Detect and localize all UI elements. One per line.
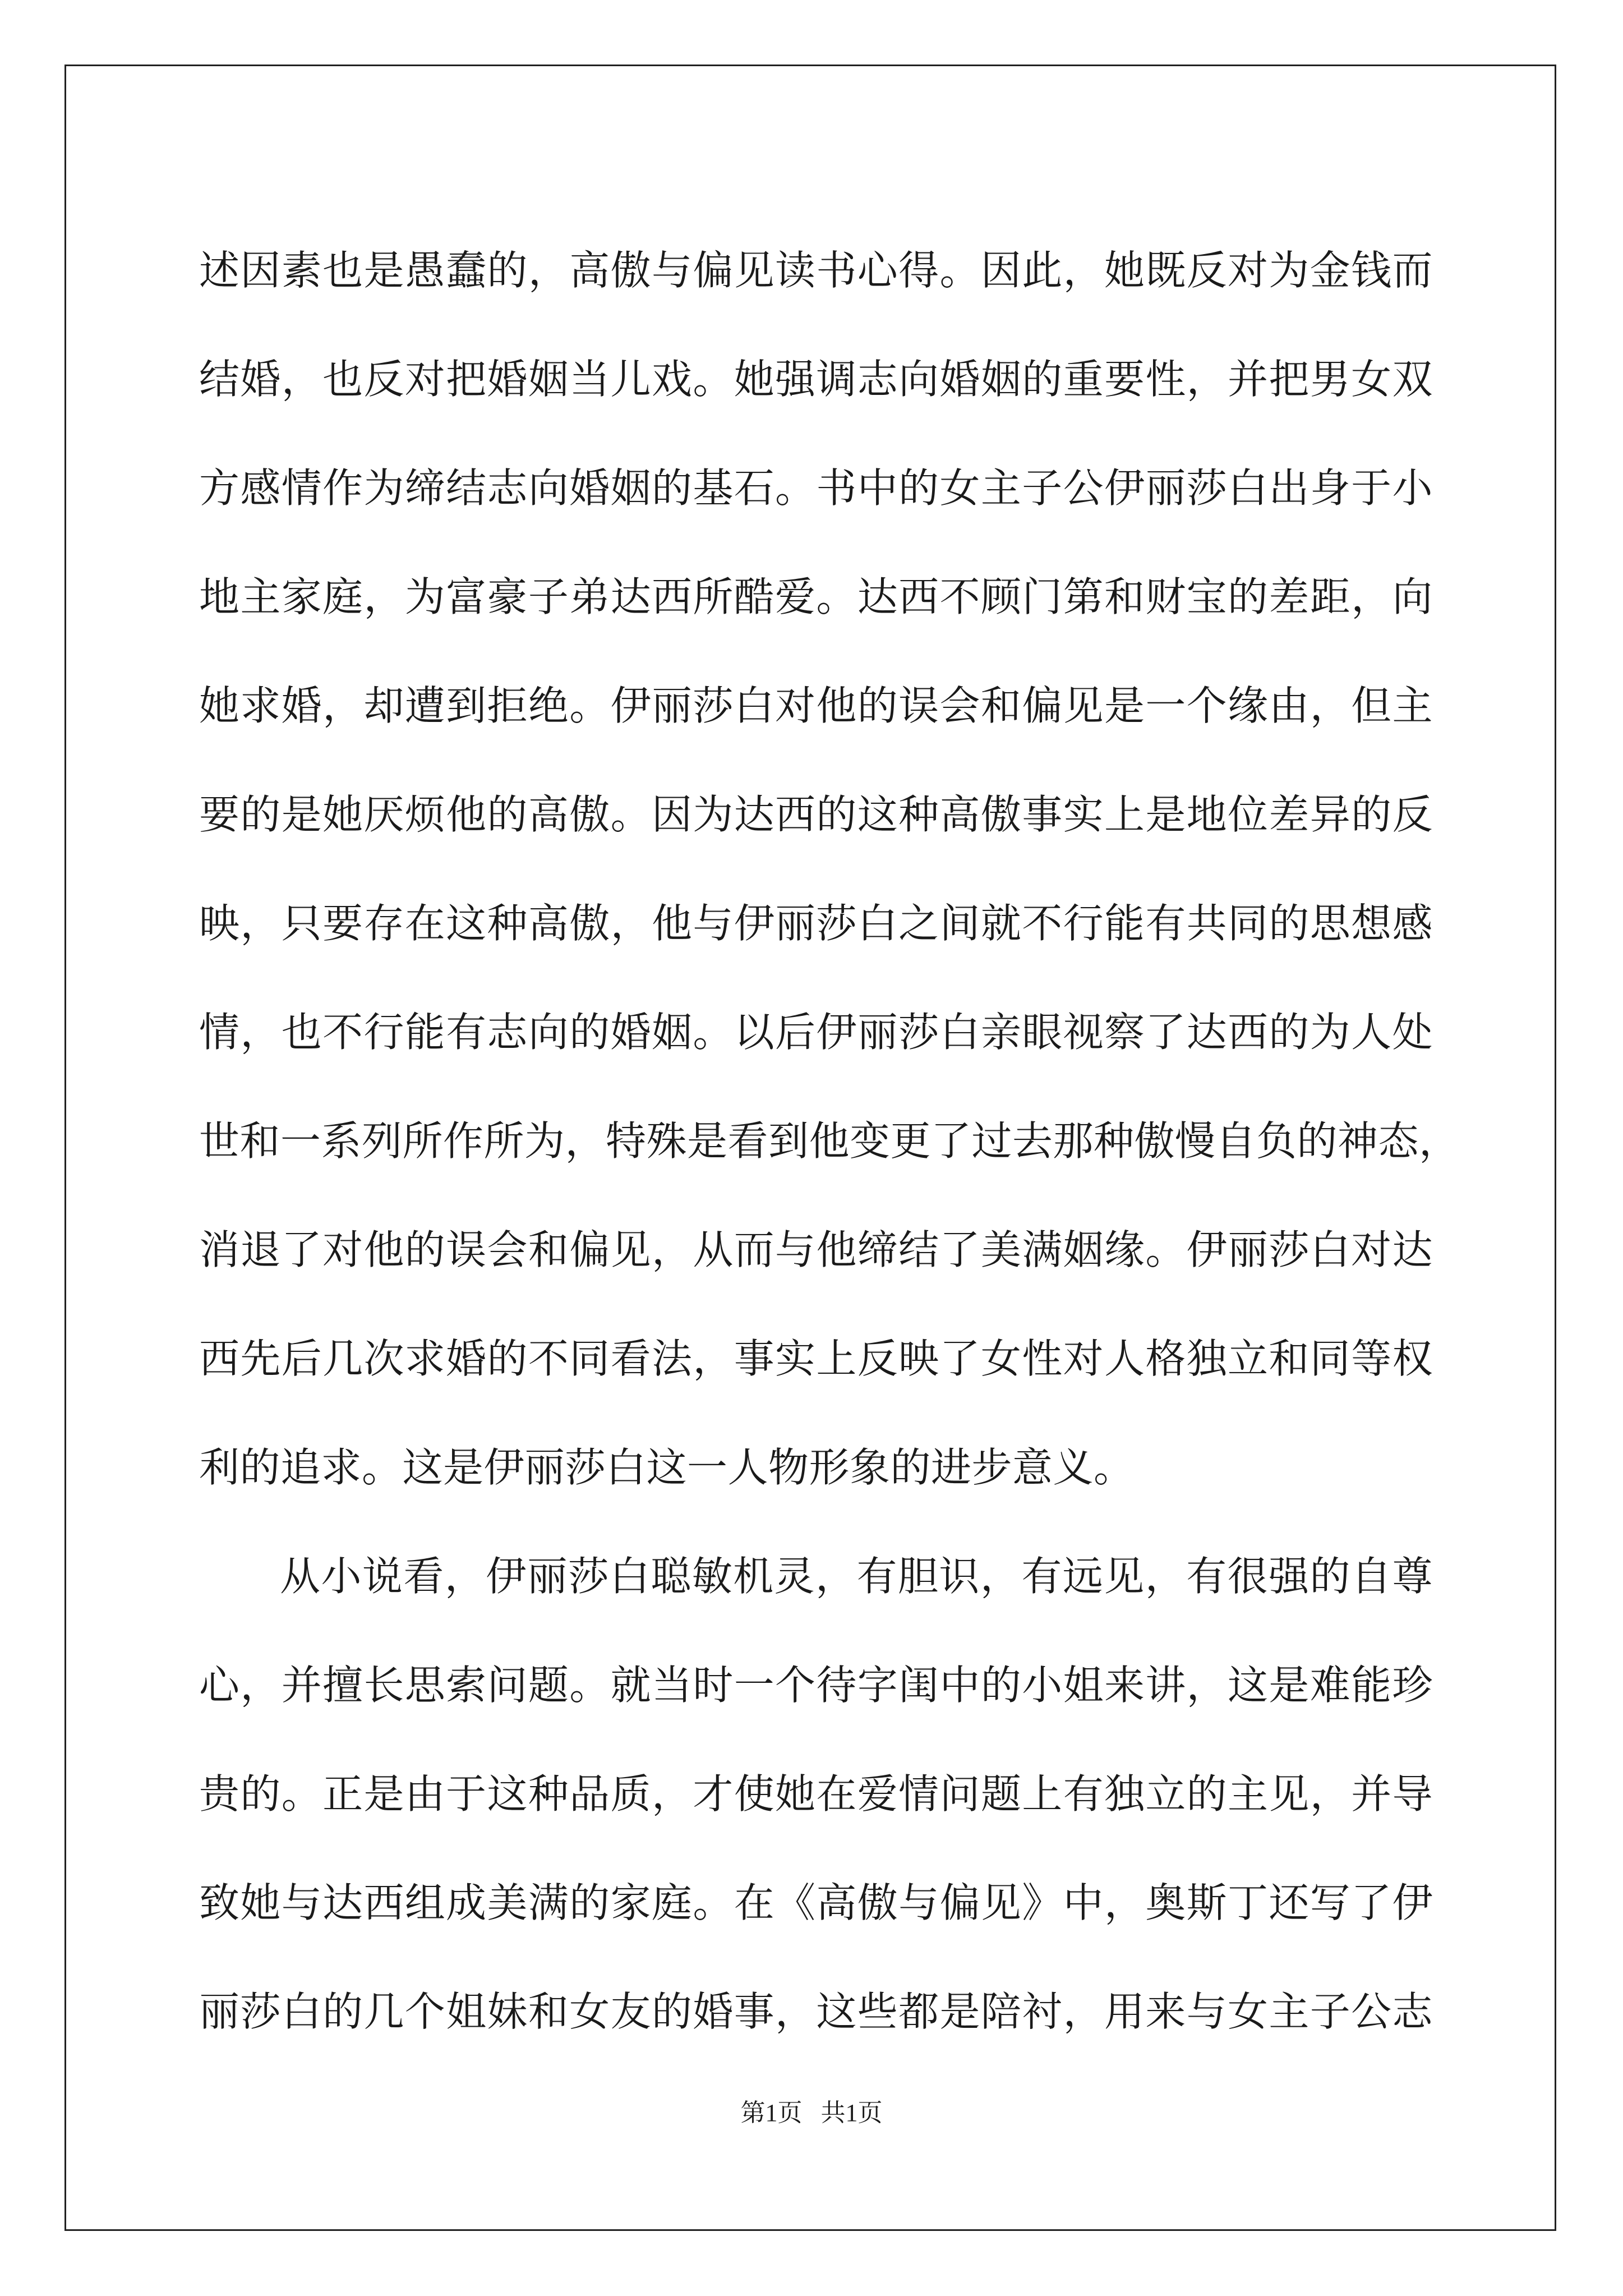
text-line: 结婚，也反对把婚姻当儿戏。她强调志向婚姻的重要性，并把男女双 [199,356,1433,403]
text-line: 消退了对他的误会和偏见，从而与他缔结了美满姻缘。伊丽莎白对达 [199,1226,1433,1273]
text-line: 致她与达西组成美满的家庭。在《高傲与偏见》中，奥斯丁还写了伊 [199,1879,1433,1926]
paragraph-first-line: 从小说看，伊丽莎白聪敏机灵，有胆识，有远见，有很强的自尊 [280,1553,1433,1600]
text-line: 丽莎白的几个姐妹和女友的婚事，这些都是陪衬，用来与女主子公志 [199,1988,1433,2035]
text-line: 世和一系列所作所为，特殊是看到他变更了过去那种傲慢自负的神态， [199,1117,1460,1165]
text-line: 贵的。正是由于这种品质，才使她在爱情问题上有独立的主见，并导 [199,1770,1433,1818]
page-number: 第1页 [740,2099,803,2127]
page-total: 共1页 [820,2099,883,2127]
text-line: 要的是她厌烦他的高傲。因为达西的这种高傲事实上是地位差异的反 [199,791,1433,838]
text-line: 她求婚，却遭到拒绝。伊丽莎白对他的误会和偏见是一个缘由，但主 [199,682,1433,729]
text-line: 情，也不行能有志向的婚姻。以后伊丽莎白亲眼视察了达西的为人处 [199,1009,1433,1056]
text-line: 方感情作为缔结志向婚姻的基石。书中的女主子公伊丽莎白出身于小 [199,464,1433,512]
text-line: 述因素也是愚蠢的，高傲与偏见读书心得。因此，她既反对为金钱而 [199,247,1433,294]
page-footer [0,2092,1623,2128]
text-line: 心，并擅长思索问题。就当时一个待字闺中的小姐来讲，这是难能珍 [199,1662,1433,1709]
text-line: 地主家庭，为富豪子弟达西所酷爱。达西不顾门第和财宝的差距，向 [199,573,1433,620]
text-line: 利的追求。这是伊丽莎白这一人物形象的进步意义。 [199,1444,1135,1491]
text-line: 西先后几次求婚的不同看法，事实上反映了女性对人格独立和同等权 [199,1335,1433,1382]
document-body [199,216,1460,2066]
text-line: 映，只要存在这种高傲，他与伊丽莎白之间就不行能有共同的思想感 [199,900,1433,947]
